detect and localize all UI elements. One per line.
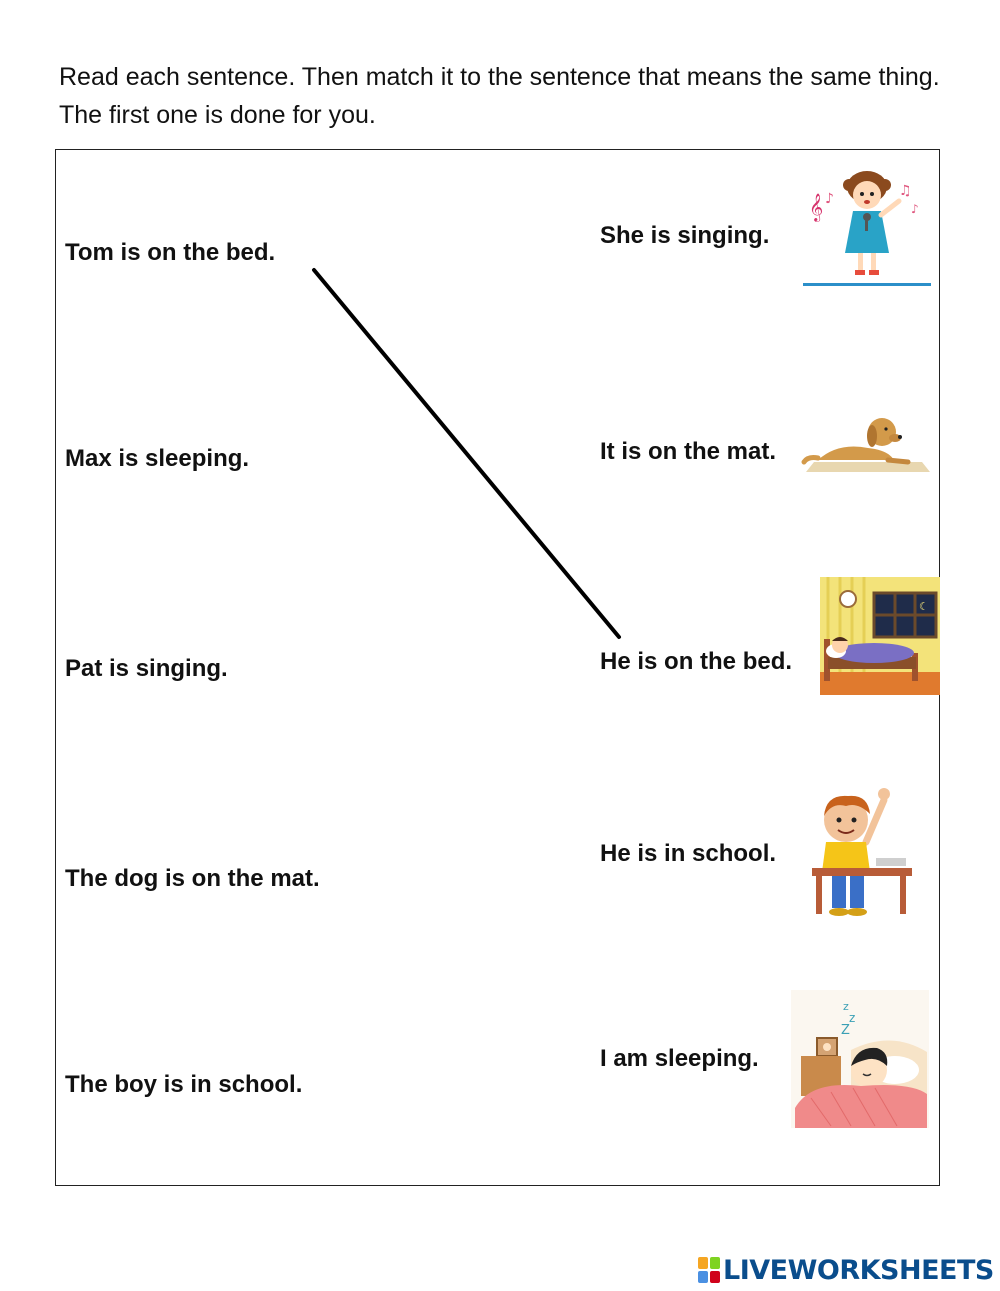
right-sentence-1[interactable]: She is singing. [600, 222, 770, 249]
svg-text:𝄞: 𝄞 [809, 193, 824, 221]
right-sentence-4[interactable]: He is in school. [600, 840, 777, 867]
right-sentence-3[interactable]: He is on the bed. [600, 648, 793, 675]
svg-text:z: z [849, 1011, 856, 1025]
left-sentence-1[interactable]: Tom is on the bed. [65, 239, 276, 266]
svg-text:♪: ♪ [825, 191, 834, 207]
liveworksheets-mark-icon [698, 1257, 720, 1283]
instructions: Read each sentence. Then match it to the sentence that means the same thing. The first one is done for you. [59, 63, 940, 129]
svg-text:♪: ♪ [911, 202, 919, 216]
left-sentence-2[interactable]: Max is sleeping. [65, 445, 250, 472]
svg-text:☾: ☾ [919, 600, 929, 613]
left-sentence-3[interactable]: Pat is singing. [65, 655, 228, 682]
girl-singing-picture [803, 165, 933, 290]
left-sentence-5[interactable]: The boy is in school. [65, 1071, 303, 1098]
svg-text:z: z [843, 1000, 849, 1013]
girl-sleeping-picture [791, 990, 929, 1128]
svg-text:Z: Z [841, 1023, 850, 1038]
boy-on-bed-picture [820, 577, 940, 695]
brand-name: LIVEWORKSHEETS [723, 1254, 994, 1286]
liveworksheets-logo[interactable] [698, 1254, 994, 1286]
boy-in-school-picture [808, 780, 918, 920]
right-sentence-5[interactable]: I am sleeping. [600, 1045, 759, 1072]
right-sentence-2[interactable]: It is on the mat. [600, 438, 777, 465]
left-sentence-4[interactable]: The dog is on the mat. [65, 865, 320, 892]
svg-text:♫: ♫ [899, 183, 912, 199]
dog-on-mat-picture [798, 412, 938, 477]
